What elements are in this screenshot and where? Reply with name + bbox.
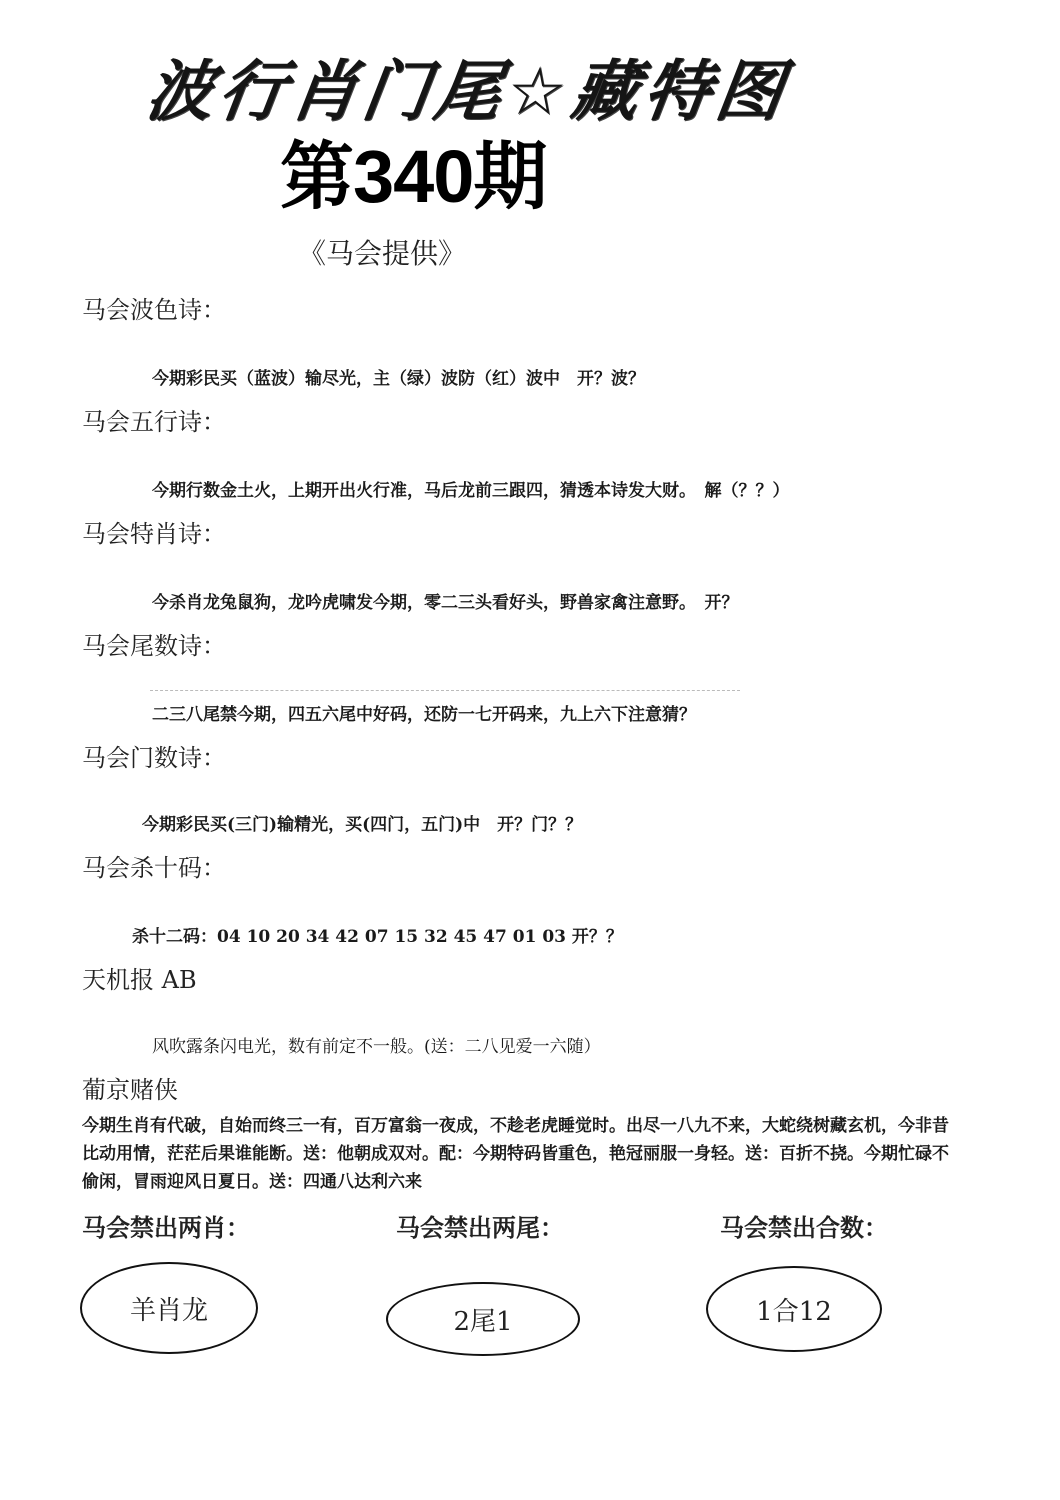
- macau-gambler-body: 今期生肖有代破，自始而终三一有，百万富翁一夜成，不趁老虎睡觉时。出尽一八九不来，大蛇绕树藏玄机，今非昔比动用情，茫茫后果谁能断。送：他朝成双对。配：今期特码皆重色，艳冠丽服一身轻。送：百折不挠。今期忙碌不偷闲，冒雨迎风日夏日。送：四通八达利六来: [82, 1116, 949, 1192]
- kill-numbers-heading: 马会杀十码：: [82, 854, 226, 882]
- banner-title: 波行肖门尾☆藏特图: [141, 53, 794, 130]
- divider: [150, 690, 740, 691]
- macau-gambler-heading: 葡京赌侠: [82, 1076, 178, 1104]
- ban-sum-value: 1合12: [756, 1296, 832, 1327]
- ban-zodiac-value: 羊肖龙: [129, 1295, 208, 1326]
- issue-number: 第340期: [280, 135, 547, 218]
- ban-sum-heading: 马会禁出合数：: [720, 1213, 888, 1242]
- zodiac-poem-body: 今杀肖龙兔鼠狗，龙吟虎啸发今期，零二三头看好头，野兽家禽注意野。 开？: [152, 593, 739, 613]
- five-elements-poem-body: 今期行数金土火，上期开出火行准，马后龙前三跟四，猜透本诗发大财。 解（？？）: [152, 481, 790, 501]
- color-poem-body: 今期彩民买（蓝波）输尽光，主（绿）波防（红）波中 开？波？: [152, 369, 645, 389]
- tail-poem-body: 二三八尾禁今期，四五六尾中好码，还防一七开码来，九上六下注意猜？: [152, 705, 696, 725]
- door-poem-heading: 马会门数诗：: [82, 744, 226, 772]
- ban-zodiac-heading: 马会禁出两肖：: [82, 1213, 250, 1242]
- ban-sum-ellipse: [706, 1266, 882, 1352]
- source-label: 《马会提供》: [298, 237, 467, 270]
- ban-tail-heading: 马会禁出两尾：: [396, 1213, 564, 1242]
- ban-tail-ellipse: [386, 1282, 580, 1356]
- kill-numbers-body: 杀十二码：04 10 20 34 42 07 15 32 45 47 01 03 开？？: [132, 927, 623, 947]
- heaven-report-heading: 天机报 AB: [82, 966, 197, 994]
- ban-zodiac-ellipse: [80, 1262, 258, 1354]
- door-poem-body: 今期彩民买(三门)输精光，买(四门，五门)中 开？门？？: [142, 815, 583, 835]
- tail-poem-heading: 马会尾数诗：: [82, 632, 226, 660]
- zodiac-poem-heading: 马会特肖诗：: [82, 520, 226, 548]
- ban-tail-value: 2尾1: [453, 1306, 513, 1337]
- heaven-report-body: 风吹露条闪电光，数有前定不一般。(送：二八见爱一六随）: [152, 1037, 601, 1057]
- five-elements-poem-heading: 马会五行诗：: [82, 408, 226, 436]
- color-poem-heading: 马会波色诗：: [82, 296, 226, 324]
